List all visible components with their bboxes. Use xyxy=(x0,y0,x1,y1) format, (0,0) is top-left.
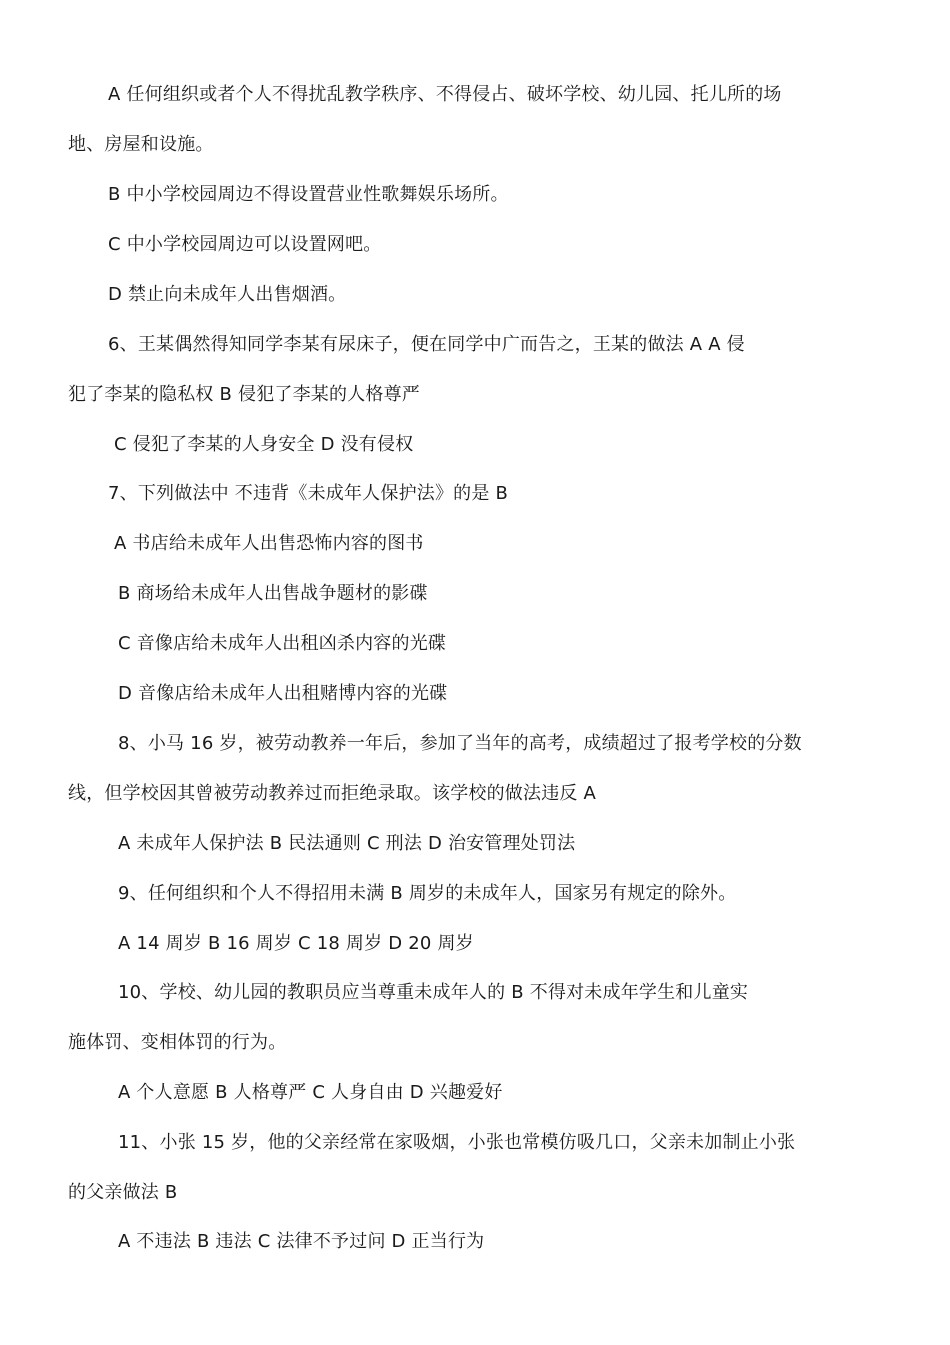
option-5b: B 中小学校园周边不得设置营业性歌舞娱乐场所。 xyxy=(108,184,509,205)
question-8-line2: 线，但学校因其曾被劳动教养过而拒绝录取。该学校的做法违反 A xyxy=(68,783,597,804)
option-7c: C 音像店给未成年人出租凶杀内容的光碟 xyxy=(118,633,447,654)
option-5a-line1: A 任何组织或者个人不得扰乱教学秩序、不得侵占、破坏学校、幼儿园、托儿所的场 xyxy=(108,84,782,105)
question-11-line1: 11、小张 15 岁，他的父亲经常在家吸烟，小张也常模仿吸几口，父亲未加制止小张 xyxy=(118,1132,796,1153)
question-10-line2: 施体罚、变相体罚的行为。 xyxy=(68,1032,287,1053)
question-10-line1: 10、学校、幼儿园的教职员应当尊重未成年人的 B 不得对未成年学生和儿童实 xyxy=(118,982,749,1003)
option-5d: D 禁止向未成年人出售烟酒。 xyxy=(108,284,347,305)
question-6-line2: 犯了李某的隐私权 B 侵犯了李某的人格尊严 xyxy=(68,384,420,405)
question-6-options: C 侵犯了李某的人身安全 D 没有侵权 xyxy=(114,434,414,455)
question-7: 7、下列做法中 不违背《未成年人保护法》的是 B xyxy=(108,483,509,504)
option-7d: D 音像店给未成年人出租赌博内容的光碟 xyxy=(118,683,448,704)
question-8-options: A 未成年人保护法 B 民法通则 C 刑法 D 治安管理处罚法 xyxy=(118,833,576,854)
question-11-line2: 的父亲做法 B xyxy=(68,1182,178,1203)
question-9-options: A 14 周岁 B 16 周岁 C 18 周岁 D 20 周岁 xyxy=(118,933,474,954)
option-5c: C 中小学校园周边可以设置网吧。 xyxy=(108,234,382,255)
option-7b: B 商场给未成年人出售战争题材的影碟 xyxy=(118,583,428,604)
question-10-options: A 个人意愿 B 人格尊严 C 人身自由 D 兴趣爱好 xyxy=(118,1082,503,1103)
option-7a: A 书店给未成年人出售恐怖内容的图书 xyxy=(114,533,424,554)
option-5a-line2: 地、房屋和设施。 xyxy=(68,134,214,155)
question-8-line1: 8、小马 16 岁，被劳动教养一年后，参加了当年的高考，成绩超过了报考学校的分数 xyxy=(118,733,802,754)
question-6-line1: 6、王某偶然得知同学李某有尿床子，便在同学中广而告之，王某的做法 A A 侵 xyxy=(108,334,745,355)
question-9: 9、任何组织和个人不得招用未满 B 周岁的未成年人，国家另有规定的除外。 xyxy=(118,883,737,904)
question-11-options: A 不违法 B 违法 C 法律不予过问 D 正当行为 xyxy=(118,1231,485,1252)
